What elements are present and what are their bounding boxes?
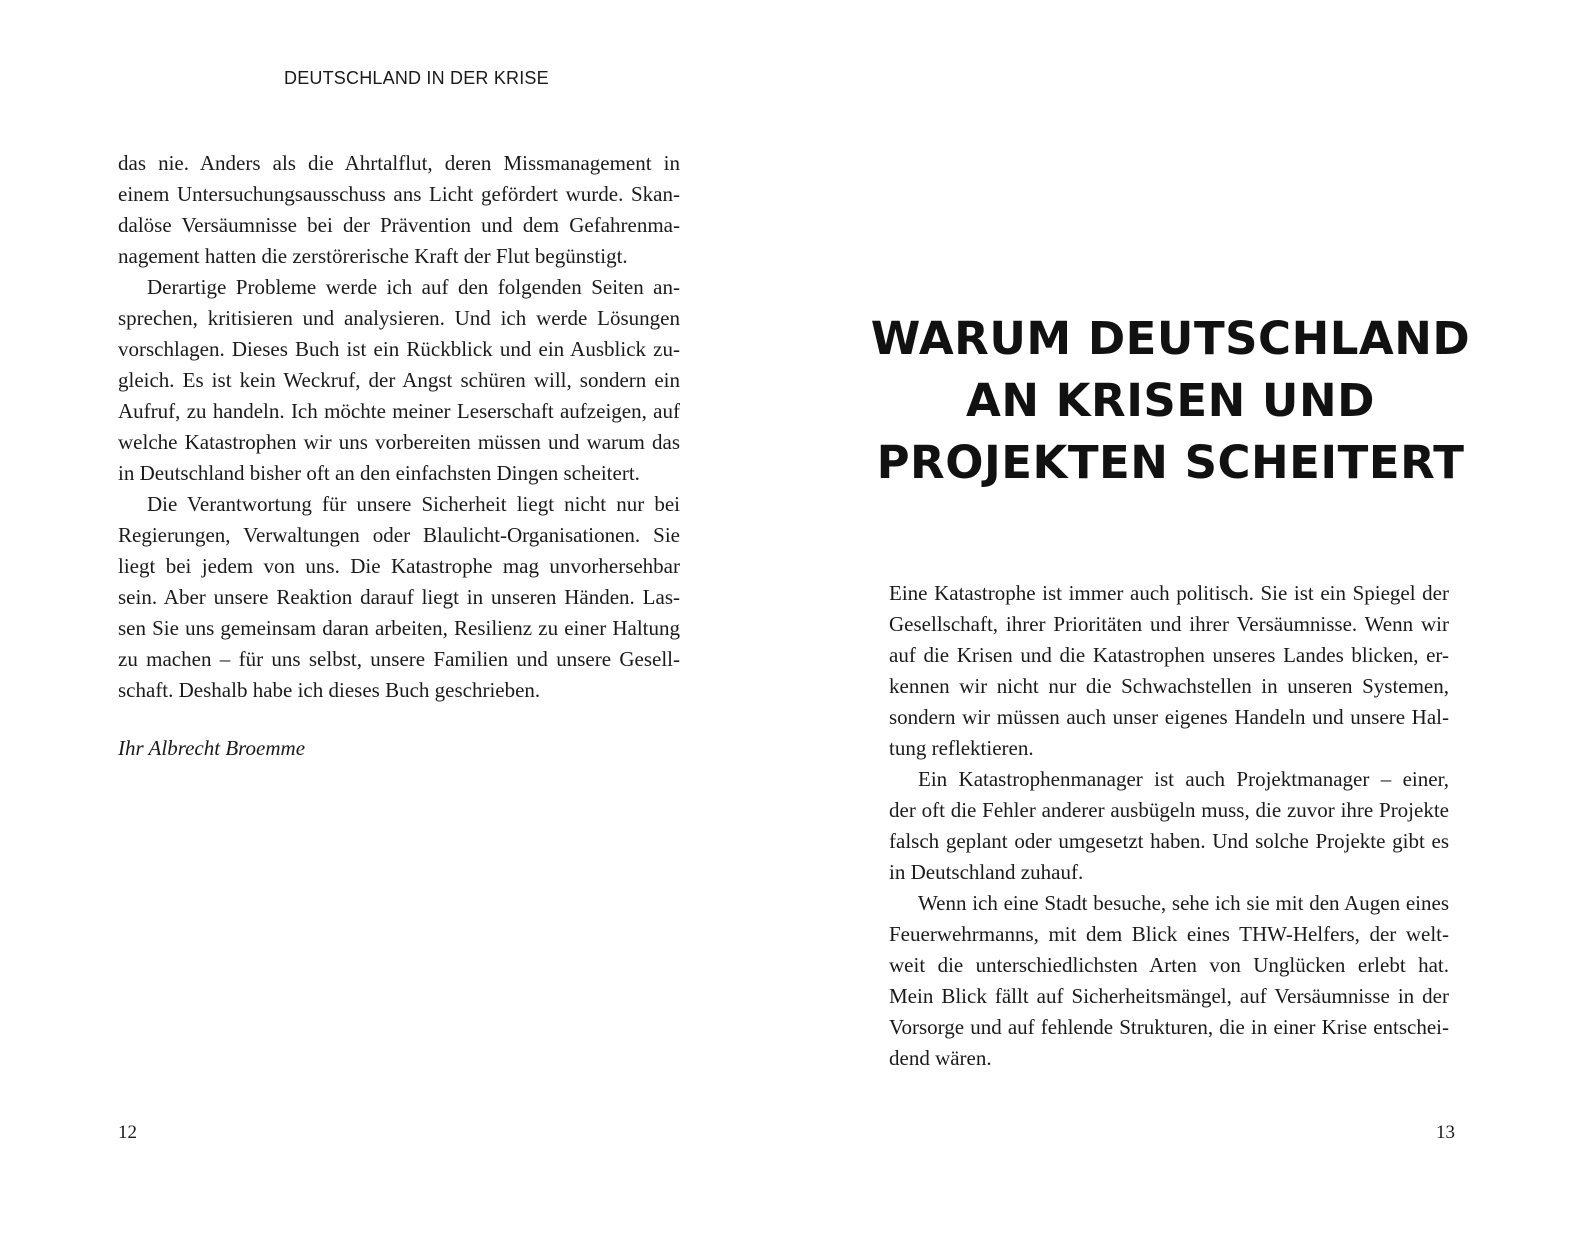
left-body-text xyxy=(118,148,680,706)
text-line: gleich. Es ist kein Weckruf, der Angst schüren will, sondern ein xyxy=(118,368,680,392)
text-line: liegt bei jedem von uns. Die Katastrophe mag unvorhersehbar xyxy=(118,554,680,578)
text-line: Gesellschaft, ihrer Prioritäten und ihrer Versäumnisse. Wenn wir xyxy=(889,612,1449,636)
running-head: DEUTSCHLAND IN DER KRISE xyxy=(284,68,549,88)
text-line: Aufruf, zu handeln. Ich möchte meiner Leserschaft aufzeigen, auf xyxy=(118,399,680,423)
text-line: sprechen, kritisieren und analysieren. Und ich werde Lösungen xyxy=(118,306,680,330)
text-line: weit die unterschiedlichsten Arten von Unglücken erlebt hat. xyxy=(889,953,1449,977)
page-number: 12 xyxy=(118,1122,137,1143)
page-number: 13 xyxy=(1436,1122,1455,1143)
chapter-title-line: WARUM DEUTSCHLAND xyxy=(870,312,1471,365)
text-line: Die Verantwortung für unsere Sicherheit liegt nicht nur bei xyxy=(147,492,680,516)
text-line: dend wären. xyxy=(889,1046,992,1070)
author-signature: Ihr Albrecht Broemme xyxy=(118,736,306,760)
text-line: schaft. Deshalb habe ich dieses Buch geschrieben. xyxy=(118,678,541,702)
text-line: Regierungen, Verwaltungen oder Blaulicht-Organisationen. Sie xyxy=(118,523,680,547)
text-line: Vorsorge und auf fehlende Strukturen, die in einer Krise entschei- xyxy=(889,1015,1449,1039)
text-line: falsch geplant oder umgesetzt haben. Und solche Projekte gibt es xyxy=(889,829,1449,853)
text-line: dalöse Versäumnisse bei der Prävention und dem Gefahrenma- xyxy=(118,213,680,237)
text-line: Ein Katastrophenmanager ist auch Projektmanager – einer, xyxy=(918,767,1449,791)
text-line: welche Katastrophen wir uns vorbereiten müssen und warum das xyxy=(118,430,680,454)
text-line: in Deutschland zuhauf. xyxy=(889,860,1084,884)
text-line: nagement hatten die zerstörerische Kraft der Flut begünstigt. xyxy=(118,244,628,268)
text-line: Mein Blick fällt auf Sicherheitsmängel, auf Versäumnisse in der xyxy=(889,984,1449,1008)
text-line: sen Sie uns gemeinsam daran arbeiten, Resilienz zu einer Haltung xyxy=(118,616,680,640)
text-line: Feuerwehrmanns, mit dem Blick eines THW-Helfers, der welt- xyxy=(889,922,1449,946)
chapter-title xyxy=(857,308,1484,494)
text-line: in Deutschland bisher oft an den einfachsten Dingen scheitert. xyxy=(118,461,640,485)
text-line: tung reflektieren. xyxy=(889,736,1034,760)
text-line: sein. Aber unsere Reaktion darauf liegt in unseren Händen. Las- xyxy=(118,585,680,609)
text-line: auf die Krisen und die Katastrophen unseres Landes blicken, er- xyxy=(889,643,1449,667)
text-line: zu machen – für uns selbst, unsere Familien und unsere Gesell- xyxy=(118,647,680,671)
chapter-title-line: PROJEKTEN SCHEITERT xyxy=(876,436,1465,489)
chapter-title-line: AN KRISEN UND xyxy=(966,374,1375,427)
text-line: Derartige Probleme werde ich auf den folgenden Seiten an- xyxy=(147,275,680,299)
text-line: der oft die Fehler anderer ausbügeln muss, die zuvor ihre Projekte xyxy=(889,798,1449,822)
text-line: kennen wir nicht nur die Schwachstellen in unseren Systemen, xyxy=(889,674,1449,698)
right-body-text xyxy=(889,578,1449,1074)
text-line: Wenn ich eine Stadt besuche, sehe ich sie mit den Augen eines xyxy=(918,891,1449,915)
text-line: sondern wir müssen auch unser eigenes Handeln und unsere Hal- xyxy=(889,705,1449,729)
text-line: das nie. Anders als die Ahrtalflut, deren Missmanagement in xyxy=(118,151,680,175)
text-line: einem Untersuchungsausschuss ans Licht gefördert wurde. Skan- xyxy=(118,182,680,206)
text-line: Eine Katastrophe ist immer auch politisch. Sie ist ein Spiegel der xyxy=(889,581,1449,605)
right-page xyxy=(797,0,1594,1240)
text-line: vorschlagen. Dieses Buch ist ein Rückblick und ein Ausblick zu- xyxy=(118,337,680,361)
